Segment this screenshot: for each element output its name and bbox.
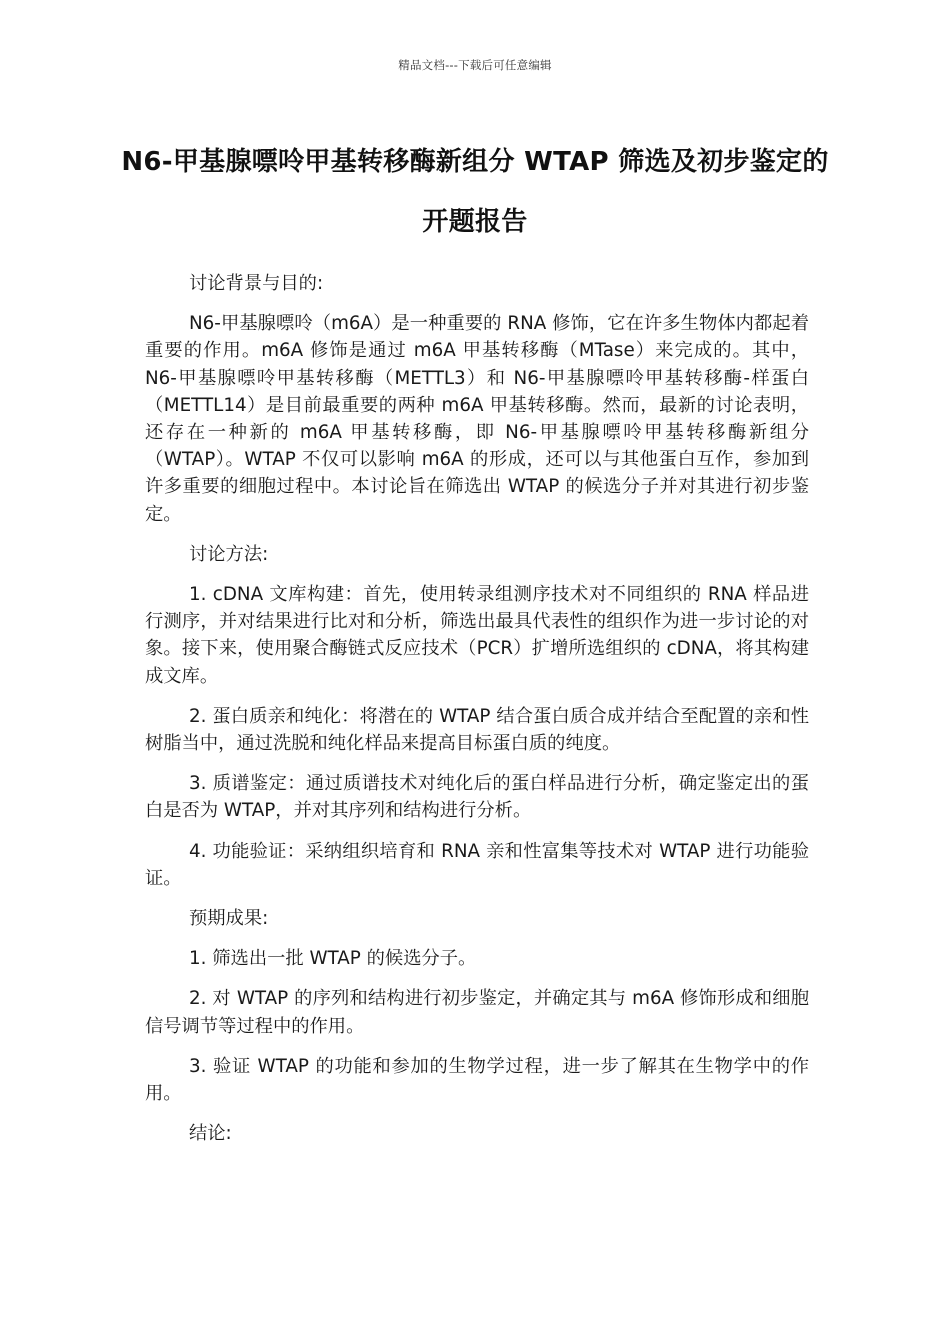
section-heading-conclusion: 结论: <box>189 1123 232 1145</box>
method-item-1: 1. cDNA 文库构建：首先，使用转录组测序技术对不同组织的 RNA 样品进行测序，并对结果进行比对和分析，筛选出最具代表性的组织作为进一步讨论的对象。接下来，使用聚合酶链式反应技术（PCR）扩增所选组织的 cDNA，将其构建成文库。 <box>145 584 809 687</box>
method-item-3: 3. 质谱鉴定：通过质谱技术对纯化后的蛋白样品进行分析，确定鉴定出的蛋白是否为 WTAP，并对其序列和结构进行分析。 <box>145 773 809 822</box>
result-item-2: 2. 对 WTAP 的序列和结构进行初步鉴定，并确定其与 m6A 修饰形成和细胞信号调节等过程中的作用。 <box>145 988 809 1037</box>
result-item-3: 3. 验证 WTAP 的功能和参加的生物学过程，进一步了解其在生物学中的作用。 <box>145 1055 809 1105</box>
document-title: N6-甲基腺嘌呤甲基转移酶新组分 WTAP 筛选及初步鉴定的开题报告 <box>121 147 829 237</box>
page-header: 精品文档---下载后可任意编辑 <box>398 58 552 72</box>
paragraph-background: N6-甲基腺嘌呤（m6A）是一种重要的 RNA 修饰，它在许多生物体内都起着重要的作用。m6A 修饰是通过 m6A 甲基转移酶（MTase）来完成的。其中，N6-甲基腺嘌呤甲基转移酶（METTL3）和 N6-甲基腺嘌呤甲基转移酶-样蛋白（METTL14）是目前最重要的两种 m6A 甲基转移酶。然而，最新的讨论表明，还存在一种新的 m6A 甲基转移酶，即 N6-甲基腺嘌呤甲基转移酶新组分（WTAP）。WTAP 不仅可以影响 m6A 的形成，还可以与其他蛋白互作，参加到许多重要的细胞过程中。本讨论旨在筛选出 WTAP 的候选分子并对其进行初步鉴定。 <box>145 313 809 525</box>
document-body <box>145 270 809 1160</box>
method-item-2: 2. 蛋白质亲和纯化：将潜在的 WTAP 结合蛋白质合成并结合至配置的亲和性树脂当中，通过洗脱和纯化样品来提高目标蛋白质的纯度。 <box>145 705 809 755</box>
method-item-4: 4. 功能验证：采纳组织培育和 RNA 亲和性富集等技术对 WTAP 进行功能验证。 <box>145 840 809 889</box>
section-heading-expected-results: 预期成果: <box>189 908 269 930</box>
result-item-1: 1. 筛选出一批 WTAP 的候选分子。 <box>189 948 477 970</box>
section-heading-background: 讨论背景与目的: <box>189 273 324 294</box>
section-heading-methods: 讨论方法: <box>189 543 269 565</box>
